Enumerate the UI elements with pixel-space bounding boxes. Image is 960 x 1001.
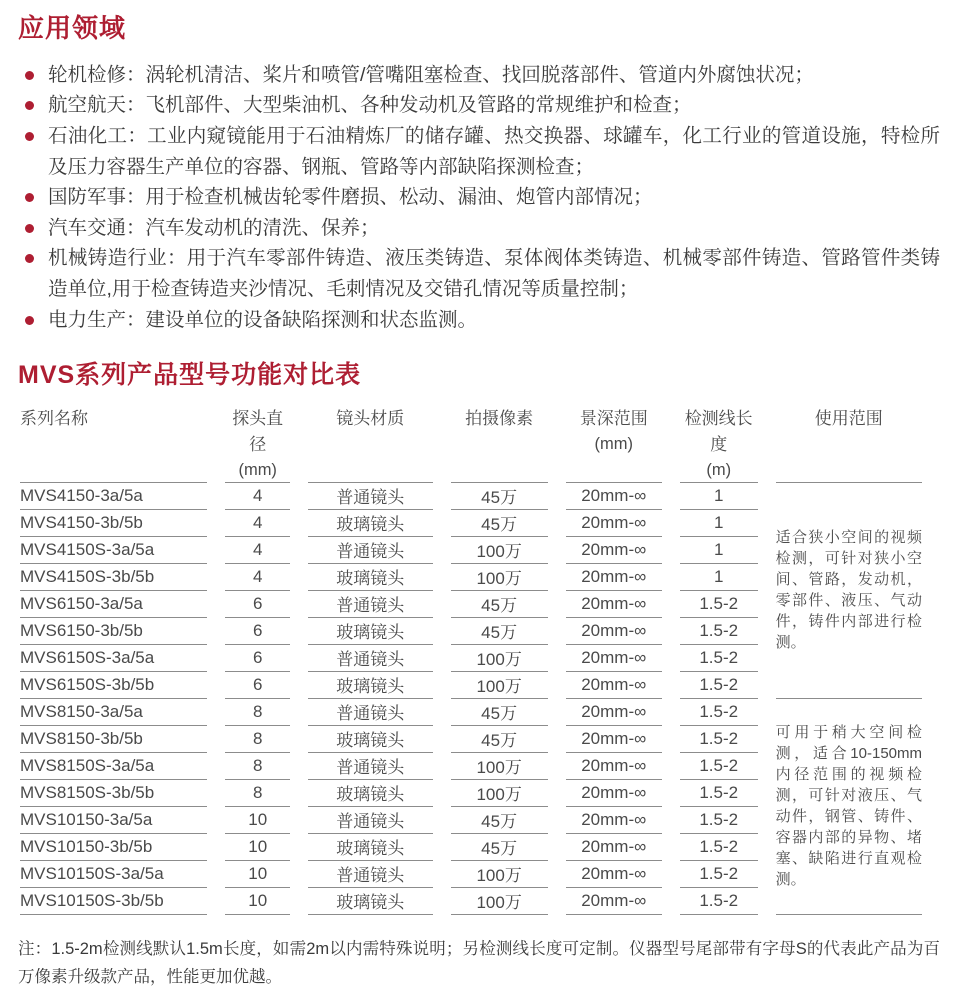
application-item [18,243,940,304]
diameter-cell: 4 [225,483,289,510]
diameter-cell: 8 [225,726,289,753]
applications-section [18,14,940,335]
column-header [776,404,922,483]
pixels-cell: 45万 [451,510,548,537]
bullet-dot-icon [25,224,34,233]
bullet-dot-icon [25,254,34,263]
column-header-label: 检测线长度 [684,408,753,454]
model-cell: MVS4150-3a/5a [20,483,207,510]
lens-cell: 玻璃镜头 [308,564,433,591]
line-length-cell: 1 [680,510,758,537]
model-cell: MVS10150-3b/5b [20,834,207,861]
depth-cell: 20mm-∞ [566,564,662,591]
model-cell: MVS4150S-3a/5a [20,537,207,564]
pixels-cell: 100万 [451,672,548,699]
lens-cell: 普通镜头 [308,591,433,618]
column-header [308,404,433,483]
pixels-cell: 45万 [451,618,548,645]
column-header [20,404,207,483]
depth-cell: 20mm-∞ [566,483,662,510]
diameter-cell: 10 [225,861,289,888]
depth-cell: 20mm-∞ [566,645,662,672]
pixels-cell: 45万 [451,591,548,618]
pixels-cell: 45万 [451,807,548,834]
column-header-label: 系列名称 [20,408,88,428]
line-length-cell: 1.5-2 [680,753,758,780]
depth-cell: 20mm-∞ [566,672,662,699]
depth-cell: 20mm-∞ [566,780,662,807]
diameter-cell: 4 [225,564,289,591]
column-header-unit: (m) [706,460,732,479]
depth-cell: 20mm-∞ [566,753,662,780]
depth-cell: 20mm-∞ [566,537,662,564]
table-note: 注：1.5-2m检测线默认1.5m长度，如需2m以内需特殊说明；另检测线长度可定制。仪器型号尾部带有字母S的代表此产品为百万像素升级款产品，性能更加优越。 [18,939,940,986]
model-cell: MVS10150S-3b/5b [20,888,207,915]
column-header-label: 拍摄像素 [465,408,534,428]
line-length-cell: 1.5-2 [680,726,758,753]
lens-cell: 玻璃镜头 [308,510,433,537]
pixels-cell: 100万 [451,564,548,591]
model-cell: MVS6150S-3b/5b [20,672,207,699]
model-cell: MVS6150S-3a/5a [20,645,207,672]
model-cell: MVS10150S-3a/5a [20,861,207,888]
comparison-table-head [20,404,922,483]
column-header [225,404,289,483]
pixels-cell: 100万 [451,861,548,888]
pixels-cell: 45万 [451,726,548,753]
diameter-cell: 6 [225,645,289,672]
column-header-label: 使用范围 [814,408,883,428]
column-header [680,404,758,483]
comparison-table [2,404,940,915]
application-item-text: 机械铸造行业：用于汽车零部件铸造、液压类铸造、泵体阀体类铸造、机械零部件铸造、管路管件类铸造单位,用于检查铸造夹沙情况、毛刺情况及交错孔情况等质量控制； [48,247,940,301]
pixels-cell: 45万 [451,699,548,726]
pixels-cell: 100万 [451,537,548,564]
line-length-cell: 1.5-2 [680,699,758,726]
lens-cell: 普通镜头 [308,537,433,564]
table-row [20,483,922,510]
application-item [18,305,940,336]
depth-cell: 20mm-∞ [566,834,662,861]
applications-title: 应用领域 [18,13,127,43]
depth-cell: 20mm-∞ [566,726,662,753]
application-item [18,90,940,121]
application-item-text: 石油化工：工业内窥镜能用于石油精炼厂的储存罐、热交换器、球罐车，化工行业的管道设施，特检所及压力容器生产单位的容器、钢瓶、管路等内部缺陷探测检查； [48,125,940,178]
lens-cell: 玻璃镜头 [308,618,433,645]
model-cell: MVS6150-3b/5b [20,618,207,645]
comparison-title: MVS系列产品型号功能对比表 [18,361,362,390]
diameter-cell: 10 [225,834,289,861]
depth-cell: 20mm-∞ [566,807,662,834]
lens-cell: 玻璃镜头 [308,780,433,807]
diameter-cell: 6 [225,672,289,699]
column-header-label: 镜头材质 [336,408,405,428]
line-length-cell: 1.5-2 [680,888,758,915]
depth-cell: 20mm-∞ [566,699,662,726]
bullet-dot-icon [25,71,34,80]
lens-cell: 普通镜头 [308,699,433,726]
diameter-cell: 4 [225,537,289,564]
line-length-cell: 1.5-2 [680,672,758,699]
line-length-cell: 1.5-2 [680,807,758,834]
pixels-cell: 45万 [451,834,548,861]
usage-range-cell: 适合狭小空间的视频检测，可针对狭小空间、管路，发动机，零部件、液压、气动件，铸件内部进行检测。 [776,483,922,699]
application-item [18,213,940,244]
diameter-cell: 8 [225,780,289,807]
column-header-label: 景深范围 [579,408,648,428]
diameter-cell: 6 [225,591,289,618]
line-length-cell: 1 [680,564,758,591]
application-item [18,182,940,213]
line-length-cell: 1.5-2 [680,861,758,888]
pixels-cell: 100万 [451,780,548,807]
column-header-unit: (mm) [238,460,277,479]
pixels-cell: 100万 [451,888,548,915]
diameter-cell: 10 [225,888,289,915]
bullet-dot-icon [25,132,34,141]
depth-cell: 20mm-∞ [566,510,662,537]
application-item-text: 轮机检修：涡轮机清洁、桨片和喷管/管嘴阻塞检查、找回脱落部件、管道内外腐蚀状况； [48,63,814,86]
model-cell: MVS8150-3a/5a [20,699,207,726]
line-length-cell: 1 [680,537,758,564]
bullet-dot-icon [25,316,34,325]
model-cell: MVS8150S-3b/5b [20,780,207,807]
diameter-cell: 10 [225,807,289,834]
pixels-cell: 100万 [451,645,548,672]
usage-range-cell: 可用于稍大空间检测，适合10-150mm内径范围的视频检测，可针对液压、气动件，钢管、铸件、容器内部的异物、堵塞、缺陷进行直观检测。 [776,699,922,915]
application-item-text: 航空航天：飞机部件、大型柴油机、各种发动机及管路的常规维护和检查； [48,94,692,117]
line-length-cell: 1.5-2 [680,591,758,618]
comparison-section [18,361,940,991]
application-item [18,60,940,91]
lens-cell: 玻璃镜头 [308,672,433,699]
application-item-text: 电力生产：建设单位的设备缺陷探测和状态监测。 [48,308,478,331]
pixels-cell: 45万 [451,483,548,510]
application-list [18,60,940,335]
lens-cell: 玻璃镜头 [308,888,433,915]
diameter-cell: 8 [225,753,289,780]
diameter-cell: 8 [225,699,289,726]
header-row [20,404,922,483]
line-length-cell: 1 [680,483,758,510]
lens-cell: 普通镜头 [308,807,433,834]
lens-cell: 普通镜头 [308,645,433,672]
depth-cell: 20mm-∞ [566,861,662,888]
depth-cell: 20mm-∞ [566,618,662,645]
application-item-text: 汽车交通：汽车发动机的清洗、保养； [48,216,380,239]
lens-cell: 普通镜头 [308,861,433,888]
column-header-label: 探头直径 [232,408,284,454]
diameter-cell: 6 [225,618,289,645]
bullet-dot-icon [25,101,34,110]
line-length-cell: 1.5-2 [680,780,758,807]
depth-cell: 20mm-∞ [566,591,662,618]
lens-cell: 玻璃镜头 [308,726,433,753]
model-cell: MVS8150S-3a/5a [20,753,207,780]
column-header [451,404,548,483]
depth-cell: 20mm-∞ [566,888,662,915]
model-cell: MVS4150S-3b/5b [20,564,207,591]
bullet-dot-icon [25,193,34,202]
line-length-cell: 1.5-2 [680,834,758,861]
model-cell: MVS6150-3a/5a [20,591,207,618]
lens-cell: 普通镜头 [308,753,433,780]
comparison-table-body [20,483,922,915]
lens-cell: 玻璃镜头 [308,834,433,861]
model-cell: MVS8150-3b/5b [20,726,207,753]
column-header [566,404,662,483]
line-length-cell: 1.5-2 [680,618,758,645]
lens-cell: 普通镜头 [308,483,433,510]
pixels-cell: 100万 [451,753,548,780]
application-item-text: 国防军事：用于检查机械齿轮零件磨损、松动、漏油、炮管内部情况； [48,186,653,209]
table-row [20,699,922,726]
model-cell: MVS4150-3b/5b [20,510,207,537]
model-cell: MVS10150-3a/5a [20,807,207,834]
line-length-cell: 1.5-2 [680,645,758,672]
application-item [18,121,940,182]
diameter-cell: 4 [225,510,289,537]
column-header-unit: (mm) [594,434,633,453]
